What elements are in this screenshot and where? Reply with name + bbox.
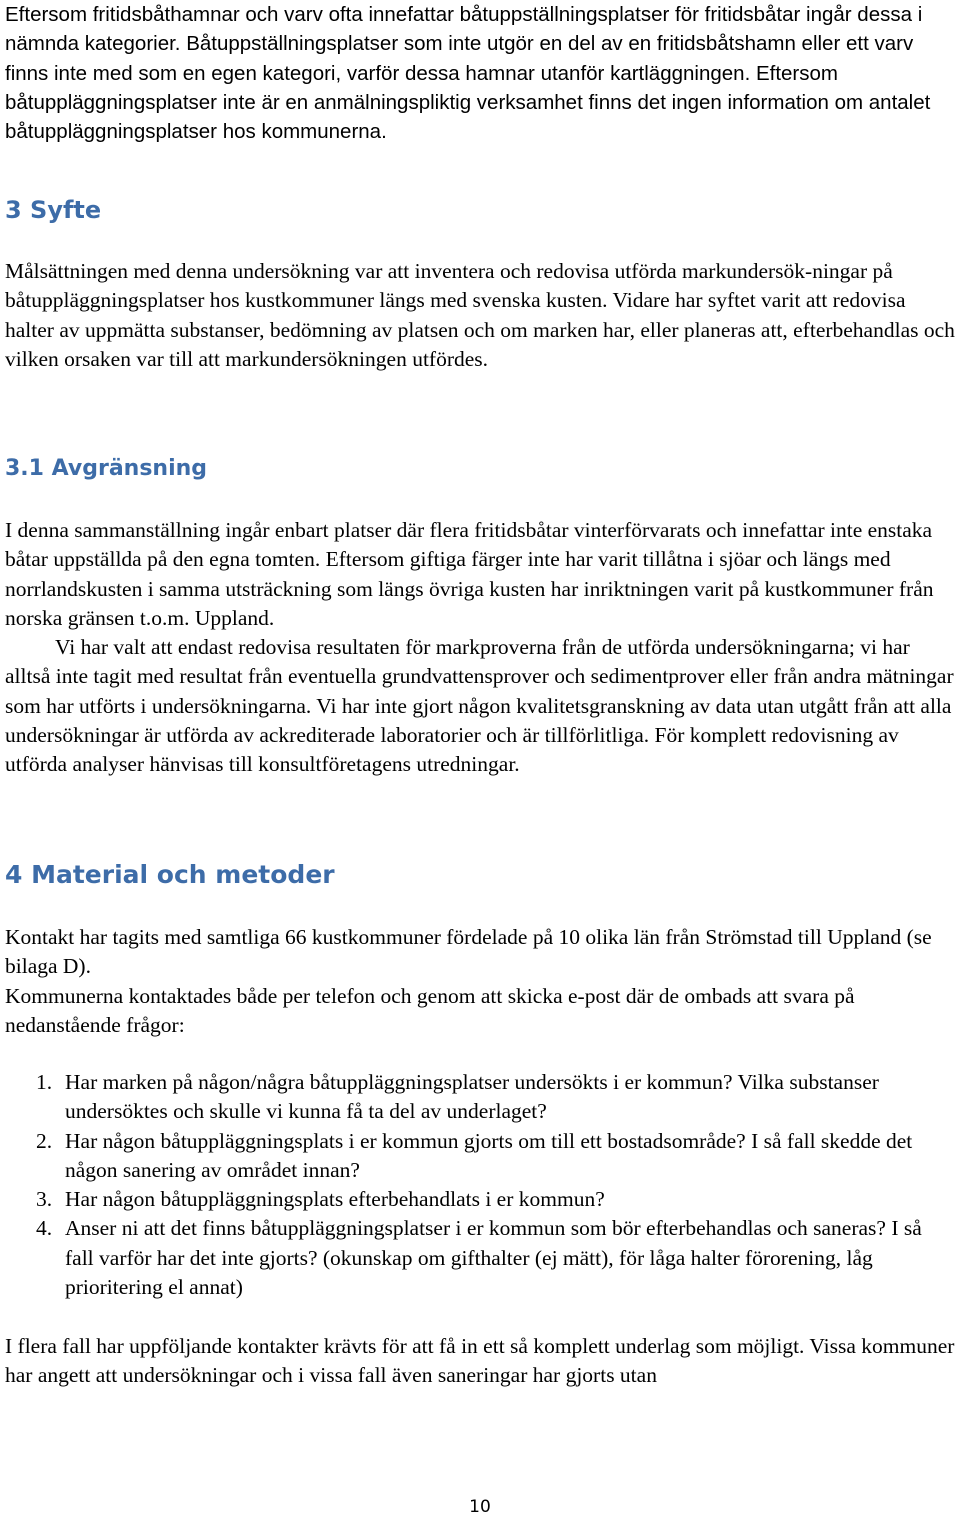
section-heading-syfte: 3 Syfte (5, 196, 102, 224)
avgransning-paragraph-1: I denna sammanställning ingår enbart platser där flera fritidsbåtar vinterförvarats och innefattar inte enstaka båtar uppställda på den egna tomten. Eftersom giftiga färger inte har varit tillåtna i sjöar och längs med norrlandskusten i samma utsträckning som längs övriga kusten har inriktningen varit på kustkommuner från norska gränsen t.o.m. Uppland. (5, 518, 934, 630)
question-list (5, 1068, 955, 1302)
syfte-paragraph: Målsättningen med denna undersökning var att inventera och redovisa utförda markundersök-ningar på båtuppläggningsplatser hos kustkommuner längs med svenska kusten. Vidare har syftet varit att redovisa halter av uppmätta substanser, bedömning av platsen och om marken har, eller planeras att, efterbehandlas och vilken orsaken var till att markundersökningen utfördes. (5, 259, 955, 371)
closing-paragraph: I flera fall har uppföljande kontakter krävts för att få in ett så komplett underlag som möjligt. Vissa kommuner har angett att undersökningar och i vissa fall även saneringar har gjorts utan (5, 1334, 955, 1388)
list-item-text: Har marken på någon/några båtuppläggningsplatser undersökts i er kommun? Vilka substanser undersöktes och skulle vi kunna få ta del av underlaget? (65, 1070, 879, 1124)
material-paragraph-2: Kommunerna kontaktades både per telefon och genom att skicka e-post där de ombads att svara på nedanstående frågor: (5, 983, 855, 1037)
list-item-text: Anser ni att det finns båtuppläggningsplatser i er kommun som bör efterbehandlas och saneras? I så fall varför har det inte gjorts? (okunskap om gifthalter (ej mätt), för låga halter förorening, låg prioritering el annat) (65, 1216, 922, 1300)
list-item-number: 2. (36, 1128, 53, 1153)
material-paragraph-1: Kontakt har tagits med samtliga 66 kustkommuner fördelade på 10 olika län från Strömstad till Uppland (se bilaga D). (5, 925, 932, 979)
list-item-text: Har någon båtuppläggningsplats efterbehandlats i er kommun? (65, 1187, 605, 1212)
list-item (5, 1214, 955, 1302)
list-item (5, 1127, 955, 1186)
section-heading-avgransning: 3.1 Avgränsning (5, 456, 208, 481)
intro-paragraph: Eftersom fritidsbåthamnar och varv ofta innefattar båtuppställningsplatser för fritidsbåtar ingår dessa i nämnda kategorier. Båtuppställningsplatser som inte utgör en del av en fritidsbåtshamn eller ett varv finns inte med som en egen kategori, varför dessa hamnar utanför kartläggningen. Eftersom båtuppläggningsplatser inte är en anmälningspliktig verksamhet finns det ingen information om antalet båtuppläggningsplatser hos kommunerna. (5, 3, 931, 144)
list-item (5, 1185, 955, 1214)
list-item-number: 4. (36, 1216, 53, 1241)
page-number: 10 (469, 1497, 491, 1517)
avgransning-paragraph-2: Vi har valt att endast redovisa resultaten för markproverna från de utförda undersökningarna; vi har alltså inte tagit med resultat från eventuella grundvattensprover och sedimentprover eller från andra mätningar som har utförts i undersökningarna. Vi har inte gjort någon kvalitetsgranskning av data utan utgått från att alla undersökningar är utförda av ackrediterade laboratorier och är tillförlitliga. För komplett redovisning av utförda analyser hänvisas till konsultföretagens utredningar. (5, 635, 954, 777)
list-item-text: Har någon båtuppläggningsplats i er kommun gjorts om till ett bostadsområde? I så fall skedde det någon sanering av området innan? (65, 1128, 913, 1182)
list-item-number: 1. (36, 1070, 53, 1094)
section-heading-material-och-metoder: 4 Material och metoder (5, 860, 335, 889)
list-item-number: 3. (36, 1187, 53, 1212)
list-item (5, 1068, 955, 1127)
avgransning-body (5, 516, 955, 780)
material-body (5, 923, 955, 1040)
